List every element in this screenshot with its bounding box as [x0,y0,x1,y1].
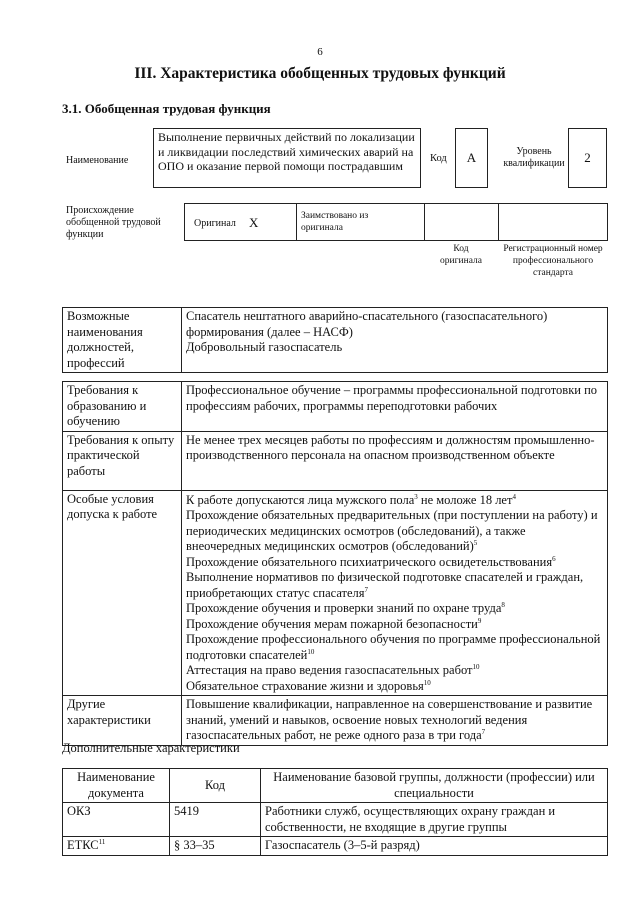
other-label: Другие характеристики [63,696,182,746]
positions-table [62,307,608,373]
position-line: Добровольный газоспасатель [186,340,343,354]
additional-table [62,768,608,856]
code-value-box [455,128,488,188]
borrowed-label: Заимствовано из оригинала [301,211,369,233]
education-label: Требования к образованию и обучению [63,382,182,432]
level-value: 2 [584,150,591,165]
code-label: Код [430,153,447,164]
special-row [63,490,608,696]
row-name: Работники служб, осуществляющих охрану граждан и собственности, не входящие в другие группы [261,803,608,837]
special-item: Аттестация на право ведения газоспасательных работ$^{10}$ [186,662,480,677]
education-row [63,382,608,432]
row-name: Газоспасатель (3–5-й разряд) [261,837,608,856]
header-doc: Наименование документа [63,769,170,803]
additional-row [63,803,608,837]
name-value [153,128,421,188]
special-item: Выполнение нормативов по физической подготовке спасателей и граждан, приобретающих статус спасателя$^7$ [186,570,584,600]
additional-header-row [63,769,608,803]
origin-divider-3 [498,203,499,241]
header-code: Код [170,769,261,803]
experience-label: Требования к опыту практической работы [63,431,182,490]
original-mark: X [249,215,259,230]
section-title: III. Характеристика обобщенных трудовых функций [134,65,506,82]
special-item: Прохождение обязательных предварительных (при поступлении на работу) и периодических медицинских осмотров (обследований), а также внеочередных медицинских осмотров (обследований)$^5$ [186,508,598,553]
other-row [63,696,608,746]
special-item: Прохождение профессионального обучения по программе профессиональной подготовки спасателей$^{10}$ [186,632,601,662]
original-label: Оригинал [194,218,236,229]
special-item: Обязательное страхование жизни и здоровья$^{10}$ [186,678,431,693]
origin-divider-2 [424,203,425,241]
row-doc: ОКЗ [63,803,170,837]
row-doc: ЕТКС$^{11}$ [63,837,170,856]
requirements-table [62,381,608,746]
name-label: Наименование [66,155,129,166]
origin-divider-1 [296,203,297,241]
experience-value: Не менее трех месяцев работы по профессиям и должностям промышленно-производственного персонала на опасном производственном объекте [182,431,608,490]
origin-label: Происхождение обобщенной трудовой функции [66,205,161,240]
special-item: Прохождение обязательного психиатрического освидетельствования$^6$ [186,554,556,569]
subsection-title: 3.1. Обобщенная трудовая функция [62,101,271,116]
special-label: Особые условия допуска к работе [63,490,182,696]
reg-number-caption: Регистрационный номер профессионального стандарта [503,244,603,278]
special-item: Прохождение обучения мерам пожарной безопасности$^9$ [186,616,482,631]
special-item: Прохождение обучения и проверки знаний по охране труда$^8$ [186,600,505,615]
level-value-box [568,128,607,188]
row-code: § 33–35 [170,837,261,856]
code-original-caption: Код оригинала [440,244,482,266]
page-number: 6 [317,46,323,58]
positions-row [63,308,608,373]
positions-label: Возможные наименования должностей, профессий [63,308,182,373]
name-value-text: Выполнение первичных действий по локализации и ликвидации последствий химических аварий на ОПО и оказание первой помощи пострадавшим [158,130,415,173]
special-item: К работе допускаются лица мужского пола$^3$ не моложе 18 лет$^4$ [186,492,516,507]
level-label: Уровень квалификации [503,146,565,169]
additional-row [63,837,608,856]
positions-value [182,308,608,373]
education-value: Профессиональное обучение – программы профессиональной подготовки по профессиям рабочих, программы переподготовки рабочих [182,382,608,432]
other-value: Повышение квалификации, направленное на совершенствование и развитие знаний, умений и навыков, освоение новых технологий ведения газоспасательных работ, не реже одного раза в три года$^7$ [182,696,608,746]
position-line: Спасатель нештатного аварийно-спасательного (газоспасательного) формирования (далее – НАСФ) [186,309,548,339]
header-name: Наименование базовой группы, должности (профессии) или специальности [261,769,608,803]
experience-row [63,431,608,490]
code-value: A [466,150,477,165]
special-value [182,490,608,696]
row-code: 5419 [170,803,261,837]
additional-title: Дополнительные характеристики [62,741,240,755]
